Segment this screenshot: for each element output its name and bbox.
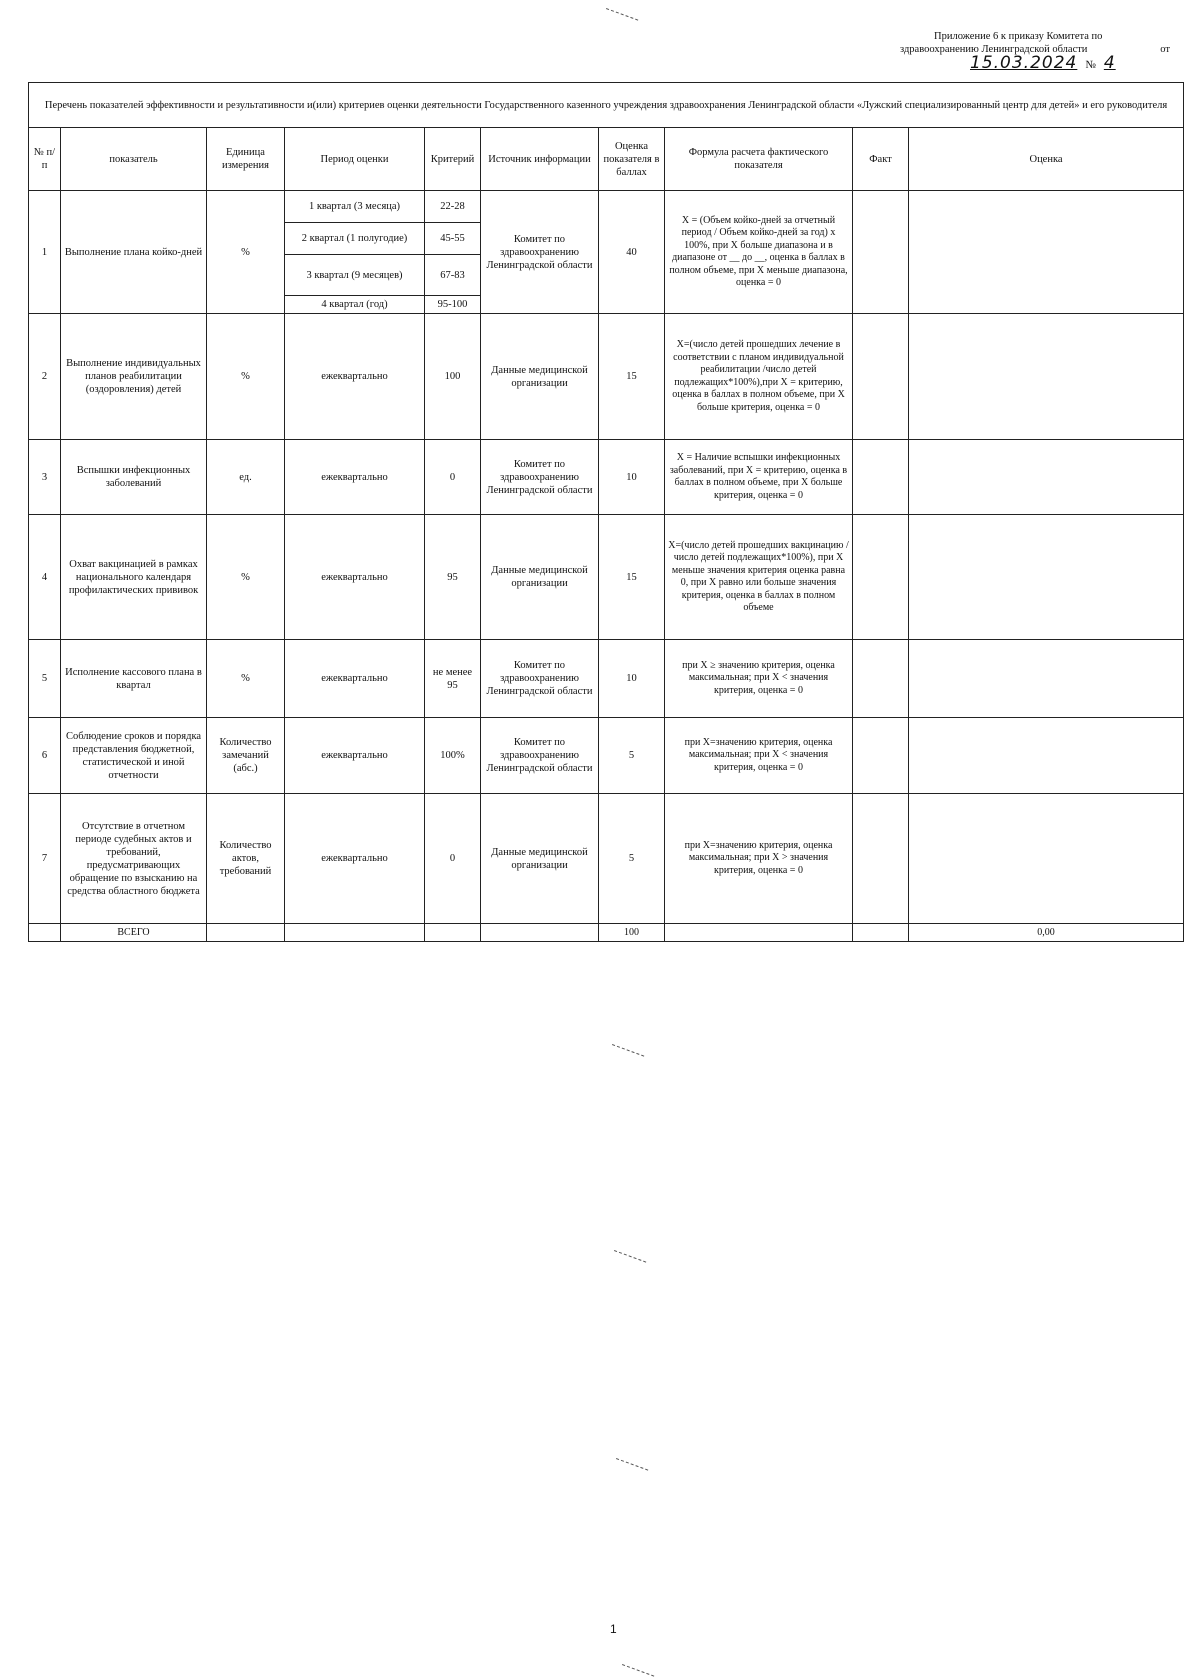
row-unit: ед. — [207, 440, 285, 515]
row-num: 2 — [29, 314, 61, 440]
row-score: 10 — [599, 640, 665, 718]
scan-mark — [612, 1044, 646, 1046]
header-score: Оценка показателя в баллах — [599, 128, 665, 191]
appendix-number: 4 — [1103, 53, 1116, 73]
total-row — [29, 924, 1184, 942]
row-period: 2 квартал (1 полугодие) — [285, 223, 425, 255]
appendix-from-label: от — [1160, 44, 1170, 55]
row-unit: % — [207, 640, 285, 718]
row-unit: Количество замечаний (абс.) — [207, 718, 285, 794]
row-indicator: Выполнение индивидуальных планов реабилитации (оздоровления) детей — [61, 314, 207, 440]
row-num: 6 — [29, 718, 61, 794]
row-formula: при X=значению критерия, оценка максимальная; при X < значения критерия, оценка = 0 — [665, 718, 853, 794]
header-source: Источник информации — [481, 128, 599, 191]
row-source: Данные медицинской организации — [481, 314, 599, 440]
row-unit: % — [207, 314, 285, 440]
row-num: 1 — [29, 191, 61, 314]
total-empty-cell — [853, 924, 909, 942]
row-indicator: Соблюдение сроков и порядка представления бюджетной, статистической и иной отчетности — [61, 718, 207, 794]
row-period: ежеквартально — [285, 640, 425, 718]
row-evaluation — [909, 191, 1184, 314]
row-num: 5 — [29, 640, 61, 718]
row-period: 4 квартал (год) — [285, 296, 425, 314]
table-row — [29, 794, 1184, 924]
row-formula: при X=значению критерия, оценка максимальная; при X > значения критерия, оценка = 0 — [665, 794, 853, 924]
total-empty-cell — [425, 924, 481, 942]
row-criterion: не менее 95 — [425, 640, 481, 718]
row-source: Комитет по здравоохранению Ленинградской области — [481, 640, 599, 718]
row-period: ежеквартально — [285, 794, 425, 924]
row-evaluation — [909, 718, 1184, 794]
row-criterion: 100% — [425, 718, 481, 794]
row-criterion: 100 — [425, 314, 481, 440]
row-fact — [853, 314, 909, 440]
row-evaluation — [909, 515, 1184, 640]
row-source: Данные медицинской организации — [481, 794, 599, 924]
header-formula: Формула расчета фактического показателя — [665, 128, 853, 191]
row-source: Комитет по здравоохранению Ленинградской области — [481, 440, 599, 515]
row-unit: % — [207, 515, 285, 640]
row-criterion: 22-28 — [425, 191, 481, 223]
table-row — [29, 440, 1184, 515]
row-period: ежеквартально — [285, 718, 425, 794]
table-row — [29, 515, 1184, 640]
row-unit: Количество актов, требований — [207, 794, 285, 924]
row-evaluation — [909, 794, 1184, 924]
header-period: Период оценки — [285, 128, 425, 191]
row-source: Комитет по здравоохранению Ленинградской области — [481, 718, 599, 794]
row-criterion: 0 — [425, 794, 481, 924]
scan-mark — [616, 1458, 650, 1460]
scan-mark — [622, 1664, 656, 1666]
row-num: 3 — [29, 440, 61, 515]
row-num: 7 — [29, 794, 61, 924]
row-score: 5 — [599, 794, 665, 924]
row-score: 5 — [599, 718, 665, 794]
header-fact: Факт — [853, 128, 909, 191]
appendix-note — [900, 30, 1170, 72]
appendix-date-line — [900, 53, 1170, 73]
row-criterion: 67-83 — [425, 255, 481, 296]
table-row — [29, 718, 1184, 794]
row-formula: X = (Объем койко-дней за отчетный период / Объем койко-дней за год) x 100%, при X больше диапазона и в диапазоне от __ до __, оценка в баллах в полном объеме, при X меньше диапазона, оценка = 0 — [665, 191, 853, 314]
header-row — [29, 128, 1184, 191]
row-score: 15 — [599, 314, 665, 440]
total-evaluation: 0,00 — [909, 924, 1184, 942]
total-label: ВСЕГО — [61, 924, 207, 942]
table-row — [29, 640, 1184, 718]
row-period: ежеквартально — [285, 314, 425, 440]
total-empty-cell — [481, 924, 599, 942]
row-period: ежеквартально — [285, 515, 425, 640]
scan-mark — [614, 1250, 648, 1252]
row-indicator: Исполнение кассового плана в квартал — [61, 640, 207, 718]
total-empty-cell — [29, 924, 61, 942]
row-formula: X=(число детей прошедших вакцинацию /число детей подлежащих*100%), при X меньше значения критерия оценка равна 0, при X равно или больше значения критерия, оценка в баллах в полном объеме — [665, 515, 853, 640]
row-source: Данные медицинской организации — [481, 515, 599, 640]
header-evaluation: Оценка — [909, 128, 1184, 191]
row-evaluation — [909, 440, 1184, 515]
row-period: 1 квартал (3 месяца) — [285, 191, 425, 223]
row-indicator: Вспышки инфекционных заболеваний — [61, 440, 207, 515]
row-score: 10 — [599, 440, 665, 515]
total-empty-cell — [285, 924, 425, 942]
row-fact — [853, 515, 909, 640]
page-number: 1 — [610, 1622, 617, 1636]
row-formula: X = Наличие вспышки инфекционных заболеваний, при X = критерию, оценка в баллах в полном объеме, при X больше критерия, оценка = 0 — [665, 440, 853, 515]
row-formula: X=(число детей прошедших лечение в соответствии с планом индивидуальной реабилитации /число детей подлежащих*100%),при X = критерию, оценка в баллах в полном объеме, при X больше критерия, оценка = 0 — [665, 314, 853, 440]
row-criterion: 0 — [425, 440, 481, 515]
total-score: 100 — [599, 924, 665, 942]
row-criterion: 95 — [425, 515, 481, 640]
appendix-date: 15.03.2024 — [970, 53, 1078, 73]
indicators-table — [28, 82, 1184, 942]
row-indicator: Охват вакцинацией в рамках национального календаря профилактических прививок — [61, 515, 207, 640]
row-formula: при X ≥ значению критерия, оценка максимальная; при X < значения критерия, оценка = 0 — [665, 640, 853, 718]
row-indicator: Отсутствие в отчетном периоде судебных актов и требований, предусматривающих обращение по взысканию на средства областного бюджета — [61, 794, 207, 924]
appendix-number-label: № — [1085, 59, 1096, 71]
row-source: Комитет по здравоохранению Ленинградской области — [481, 191, 599, 314]
row-evaluation — [909, 314, 1184, 440]
row-fact — [853, 718, 909, 794]
header-indicator: показатель — [61, 128, 207, 191]
appendix-committee: здравоохранению Ленинградской области — [900, 44, 1088, 55]
row-evaluation — [909, 640, 1184, 718]
total-empty-cell — [207, 924, 285, 942]
row-fact — [853, 794, 909, 924]
total-empty-cell — [665, 924, 853, 942]
row-period: ежеквартально — [285, 440, 425, 515]
row-fact — [853, 640, 909, 718]
row-fact — [853, 191, 909, 314]
scan-mark — [606, 8, 640, 10]
row-criterion: 95-100 — [425, 296, 481, 314]
row-unit: % — [207, 191, 285, 314]
row-fact — [853, 440, 909, 515]
row-num: 4 — [29, 515, 61, 640]
header-num: № п/п — [29, 128, 61, 191]
header-unit: Единица измерения — [207, 128, 285, 191]
row-indicator: Выполнение плана койко-дней — [61, 191, 207, 314]
row-period: 3 квартал (9 месяцев) — [285, 255, 425, 296]
row-score: 40 — [599, 191, 665, 314]
row-criterion: 45-55 — [425, 223, 481, 255]
table-row — [29, 191, 1184, 223]
table-row — [29, 314, 1184, 440]
appendix-line-1: Приложение 6 к приказу Комитета по — [934, 31, 1103, 42]
table-title: Перечень показателей эффективности и результативности и(или) критериев оценки деятельности Государственного казенного учреждения здравоохранения Ленинградской области «Лужский специализированный центр для детей» и его руководителя — [29, 83, 1184, 128]
header-criterion: Критерий — [425, 128, 481, 191]
row-score: 15 — [599, 515, 665, 640]
